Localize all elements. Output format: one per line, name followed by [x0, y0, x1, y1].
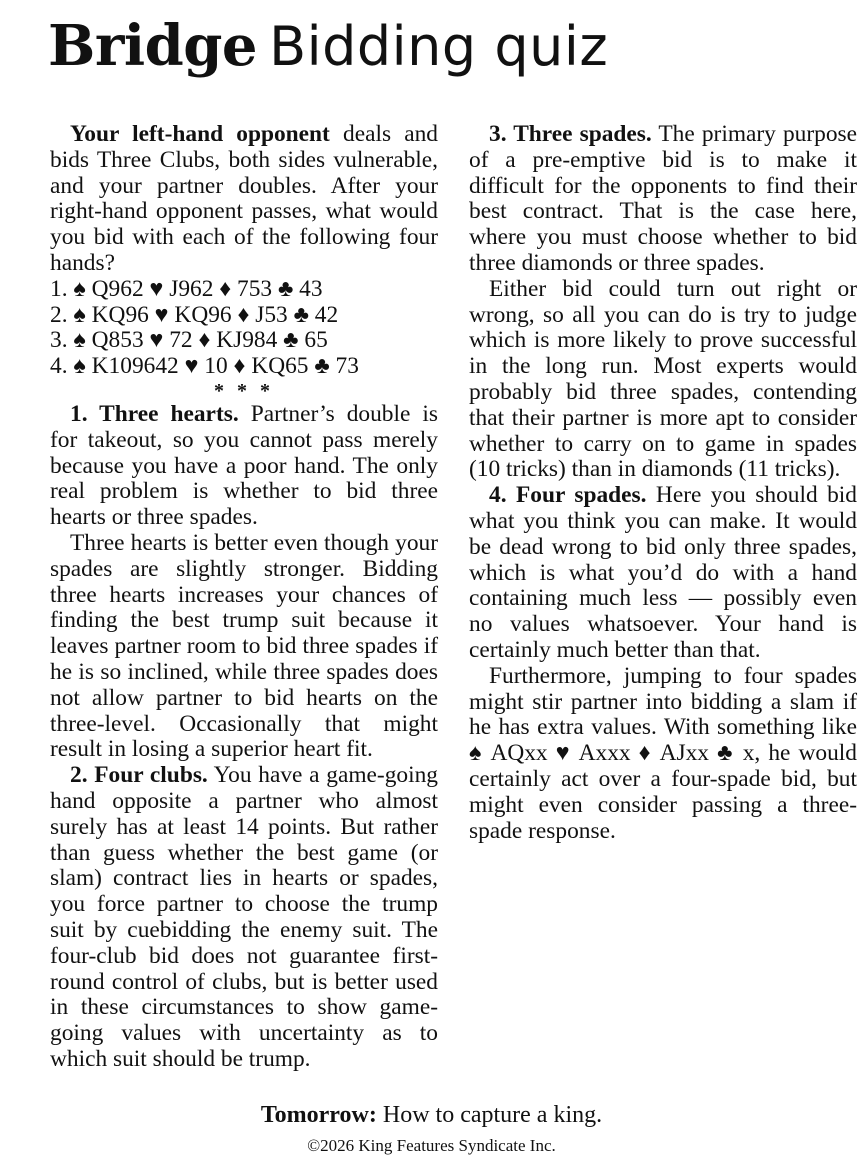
- answer-4-continued: Furthermore, jumping to four spades might stir partner into bidding a slam if he has extra values. With something like ♠ AQxx ♥ Axxx ♦ AJxx ♣ x, he would certainly act over a four-spade bid, but might even consider passing a three-spade response.: [469, 662, 857, 844]
- answer-2-head: 2. Four clubs.: [70, 762, 208, 789]
- tomorrow-label: Tomorrow:: [260, 1102, 377, 1128]
- hand-3: 3. ♠ Q853 ♥ 72 ♦ KJ984 ♣ 65: [50, 327, 328, 354]
- hand-2: 2. ♠ KQ96 ♥ KQ96 ♦ J53 ♣ 42: [50, 301, 339, 328]
- page-title: [48, 13, 609, 79]
- hand-1: 1. ♠ Q962 ♥ J962 ♦ 753 ♣ 43: [50, 275, 323, 302]
- answer-3: [469, 122, 857, 277]
- answer-3-continued: Either bid could turn out right or wrong, so all you can do is try to judge which is more likely to prove successful in the long run. Most experts would probably bid three spades, contending that their partner is more apt to consider whether to carry on to game in spades (10 tricks) than in diamonds (11 tricks).: [469, 275, 857, 483]
- tomorrow-text: How to capture a king.: [376, 1102, 603, 1128]
- intro-paragraph: [50, 122, 438, 277]
- separator: * * *: [214, 379, 274, 402]
- answer-2: [50, 763, 438, 1073]
- answer-3-text: The primary purpose of a pre-emptive bid is to make it difficult for the opponents to find their best contract. That is the case here, where you must choose whether to bid three diamonds or three spades.: [469, 121, 857, 276]
- intro-text: deals and bids Three Clubs, both sides vulnerable, and your partner doubles. After your right-hand opponent passes, what would you bid with each of the following four hands?: [50, 121, 438, 276]
- answer-4: [469, 483, 857, 664]
- answer-4-text: Here you should bid what you think you can make. It would be dead wrong to bid only three spades, which is what you’d do with a hand containing much less — possibly even no values whatsoever. Your hand is certainly much better than that.: [469, 482, 857, 663]
- answer-1-text: Partner’s double is for takeout, so you cannot pass merely because you have a poor hand. The only real problem is whether to bid three hearts or three spades.: [50, 400, 438, 531]
- hand-4: 4. ♠ K109642 ♥ 10 ♦ KQ65 ♣ 73: [50, 353, 359, 380]
- left-column: [50, 122, 438, 1073]
- copyright: ©2026 King Features Syndicate Inc.: [307, 1136, 556, 1155]
- answer-3-head: 3. Three spades.: [489, 121, 652, 147]
- right-column: [469, 122, 857, 844]
- tomorrow-teaser: [0, 1102, 863, 1129]
- intro-lead: Your left-hand opponent: [70, 121, 330, 147]
- answer-1: [50, 402, 438, 531]
- title-bidding-quiz: Bidding quiz: [269, 15, 609, 78]
- answer-2-text: You have a game-going hand opposite a partner who almost surely has at least 14 points. But rather than guess whether the best game (or slam) contract lies in hearts or spades, you force partner to choose the trump suit by cuebidding the enemy suit. The four-club bid does not guarantee first-round control of clubs, but is better used in these circumstances to show game-going values with uncertainty as to which suit should be trump.: [50, 762, 438, 1072]
- answer-1-head: 1. Three hearts.: [70, 400, 239, 427]
- title-bridge: Bridge: [48, 13, 258, 79]
- answer-4-head: 4. Four spades.: [489, 482, 647, 509]
- answer-1-continued: Three hearts is better even though your spades are slightly stronger. Bidding three hearts increases your chances of finding the best trump suit because it leaves partner room to bid three spades if he is so inclined, while three spades does not allow partner to bid hearts on the three-level. Occasionally that might result in losing a superior heart fit.: [50, 529, 438, 763]
